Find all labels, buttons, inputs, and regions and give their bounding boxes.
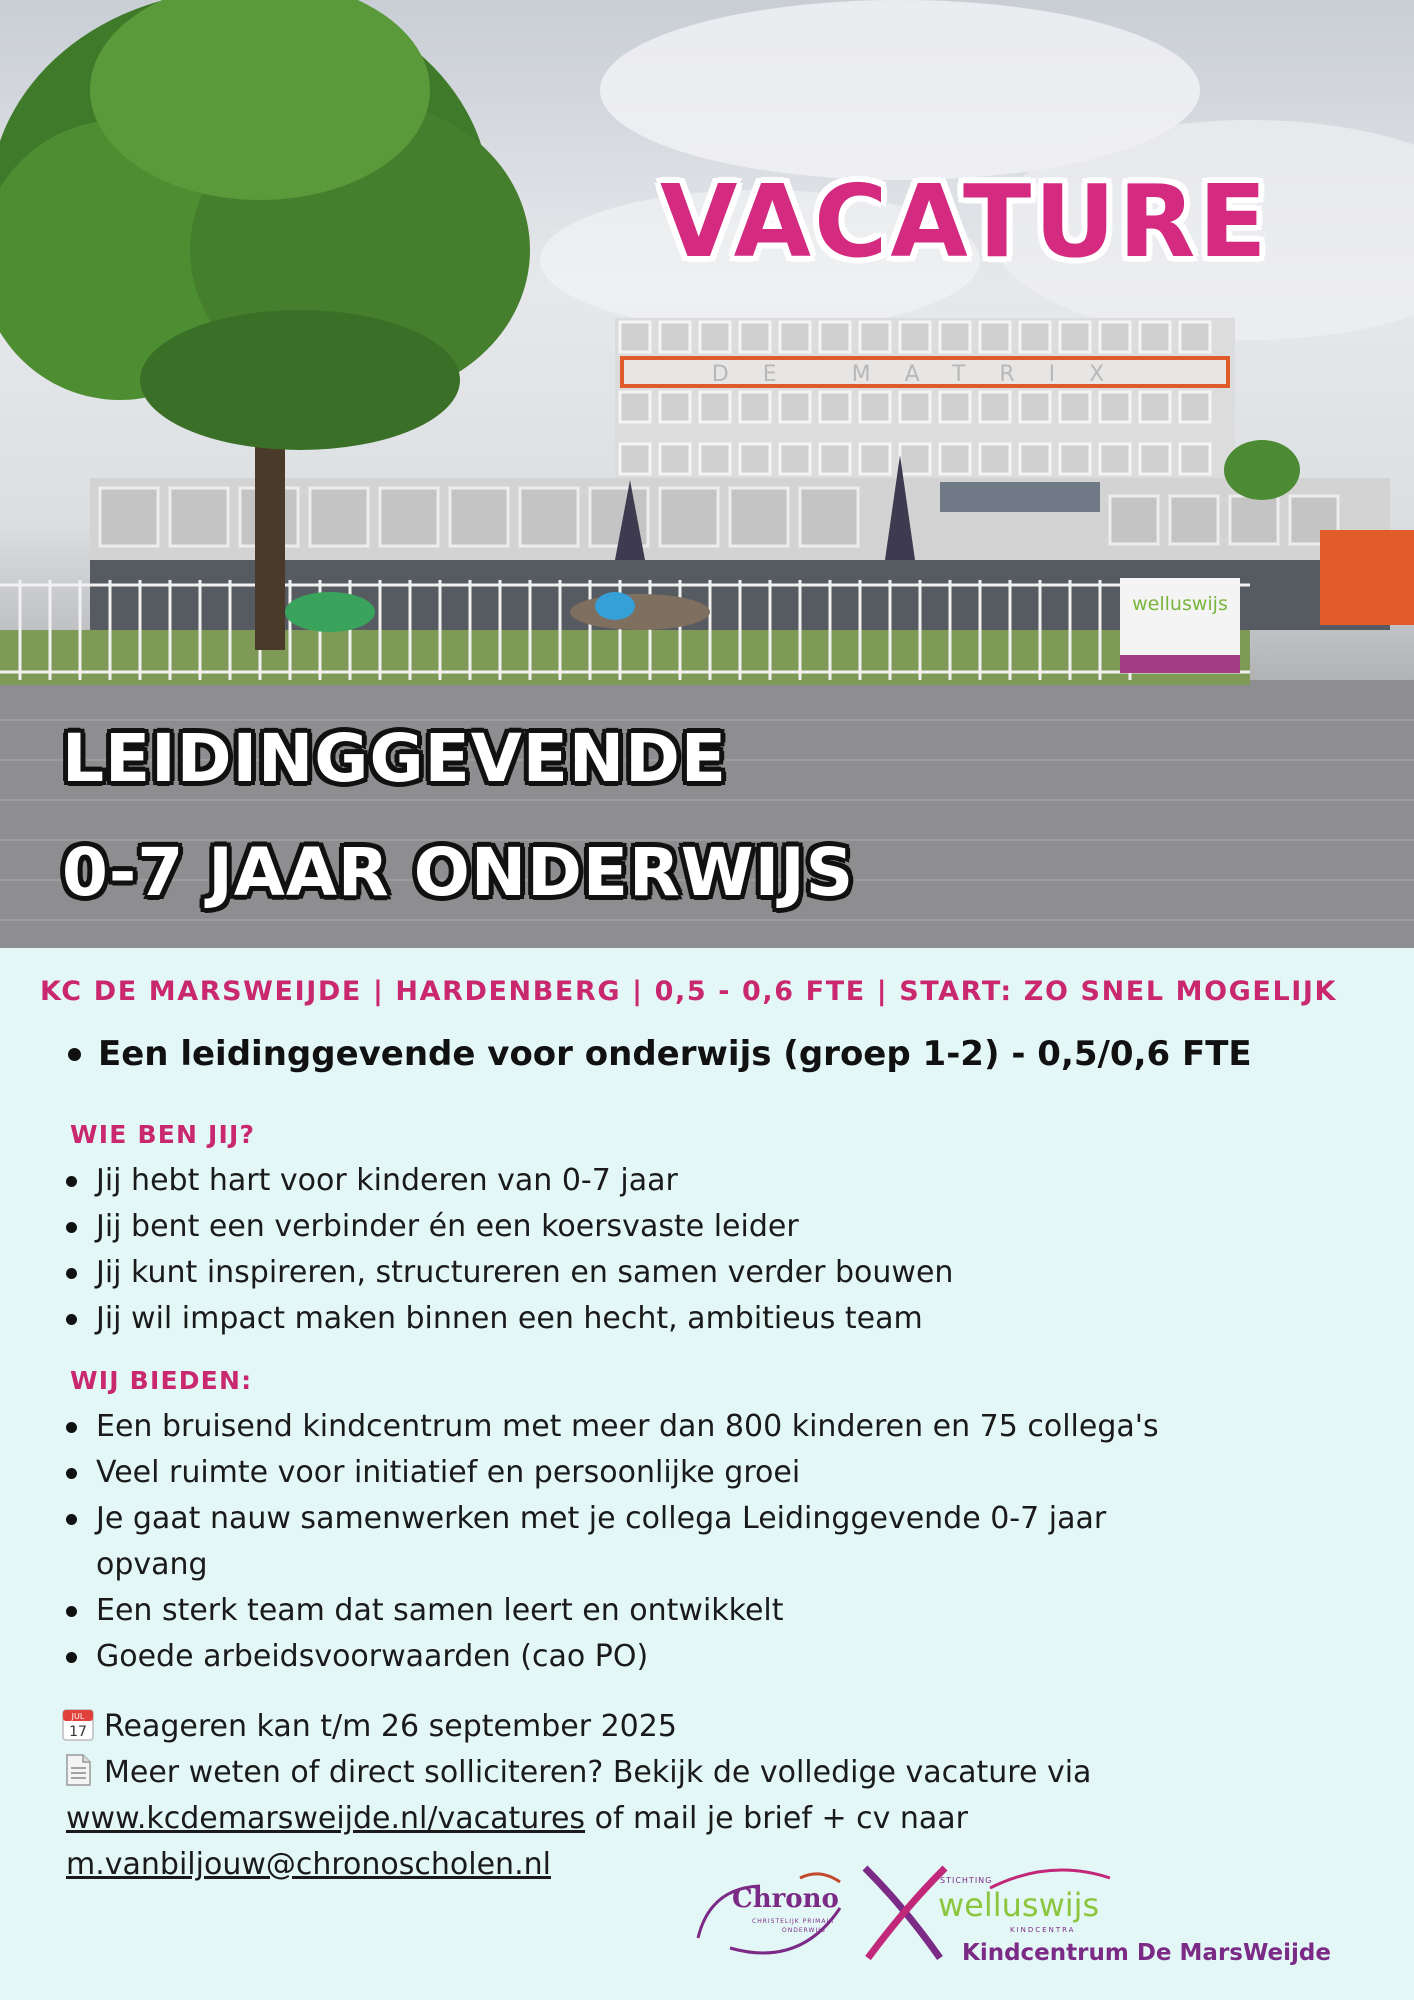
vacancy-title: VACATURE (660, 163, 1270, 280)
link-line (66, 1796, 968, 1842)
chrono-subtitle-1: CHRISTELIJK PRIMAIR (752, 1918, 835, 1925)
hero-photo (0, 0, 1414, 948)
wie-ben-jij-list (62, 1158, 953, 1342)
job-title-line-1: LEIDINGGEVENDE (62, 720, 727, 797)
section-title-wij-bieden: WIJ BIEDEN: (70, 1366, 253, 1395)
list-item: Jij bent een verbinder én een koersvaste leider (62, 1204, 953, 1250)
list-item: Jij hebt hart voor kinderen van 0-7 jaar (62, 1158, 953, 1204)
list-item: Een sterk team dat samen leert en ontwikkelt (62, 1588, 1159, 1634)
job-meta-subheader: KC DE MARSWEIJDE | HARDENBERG | 0,5 - 0,6 FTE | START: ZO SNEL MOGELIJK (40, 976, 1338, 1007)
partner-logos (690, 1848, 1350, 1988)
welluswijs-logo: welluswijs (938, 1886, 1100, 1924)
vacancy-details (0, 948, 1414, 2000)
list-item: Veel ruimte voor initiatief en persoonlijke groei (62, 1450, 1159, 1496)
chrono-logo: Chrono (732, 1884, 839, 1914)
svg-text:JUL: JUL (71, 1712, 85, 1721)
link-mid-text: of mail je brief + cv naar (585, 1801, 969, 1836)
school-building-photo (0, 0, 1414, 948)
list-item: Goede arbeidsvoorwaarden (cao PO) (62, 1634, 1159, 1680)
wij-bieden-list (62, 1404, 1159, 1680)
list-item: Je gaat nauw samenwerken met je collega Leidinggevende 0-7 jaar (62, 1496, 1159, 1542)
vacancy-link[interactable]: www.kcdemarsweijde.nl/vacatures (66, 1801, 586, 1836)
deadline-text: Reageren kan t/m 26 september 2025 (104, 1709, 677, 1744)
lead-bullet-list (64, 1026, 1252, 1082)
list-item: Een bruisend kindcentrum met meer dan 800 kinderen en 75 collega's (62, 1404, 1159, 1450)
list-item: Jij kunt inspireren, structureren en samen verder bouwen (62, 1250, 953, 1296)
job-title-line-2: 0-7 JAAR ONDERWIJS (62, 834, 855, 911)
lead-bullet: Een leidinggevende voor onderwijs (groep 1-2) - 0,5/0,6 FTE (64, 1026, 1252, 1082)
email-line (66, 1842, 551, 1888)
email-link[interactable]: m.vanbiljouw@chronoscholen.nl (66, 1847, 551, 1882)
deadline-line (62, 1704, 677, 1750)
chrono-subtitle-2: ONDERWIJS (782, 1927, 826, 1934)
kindcentrum-name: Kindcentrum De MarsWeijde (962, 1940, 1331, 1966)
sign-board-text: welluswijs (1132, 593, 1228, 615)
welluswijs-top: STICHTING (940, 1876, 993, 1885)
section-title-wie-ben-jij: WIE BEN JIJ? (70, 1120, 256, 1149)
info-line (62, 1750, 1091, 1796)
svg-text:17: 17 (69, 1724, 87, 1740)
list-item-continuation: opvang (96, 1547, 208, 1582)
welluswijs-sub: KINDCENTRA (1010, 1926, 1076, 1934)
calendar-icon (62, 1707, 94, 1741)
document-icon (62, 1753, 94, 1787)
info-text: Meer weten of direct solliciteren? Bekijk de volledige vacature via (104, 1755, 1092, 1790)
list-item: Jij wil impact maken binnen een hecht, ambitieus team (62, 1296, 953, 1342)
building-sign: DE MATRIX (711, 362, 1139, 387)
